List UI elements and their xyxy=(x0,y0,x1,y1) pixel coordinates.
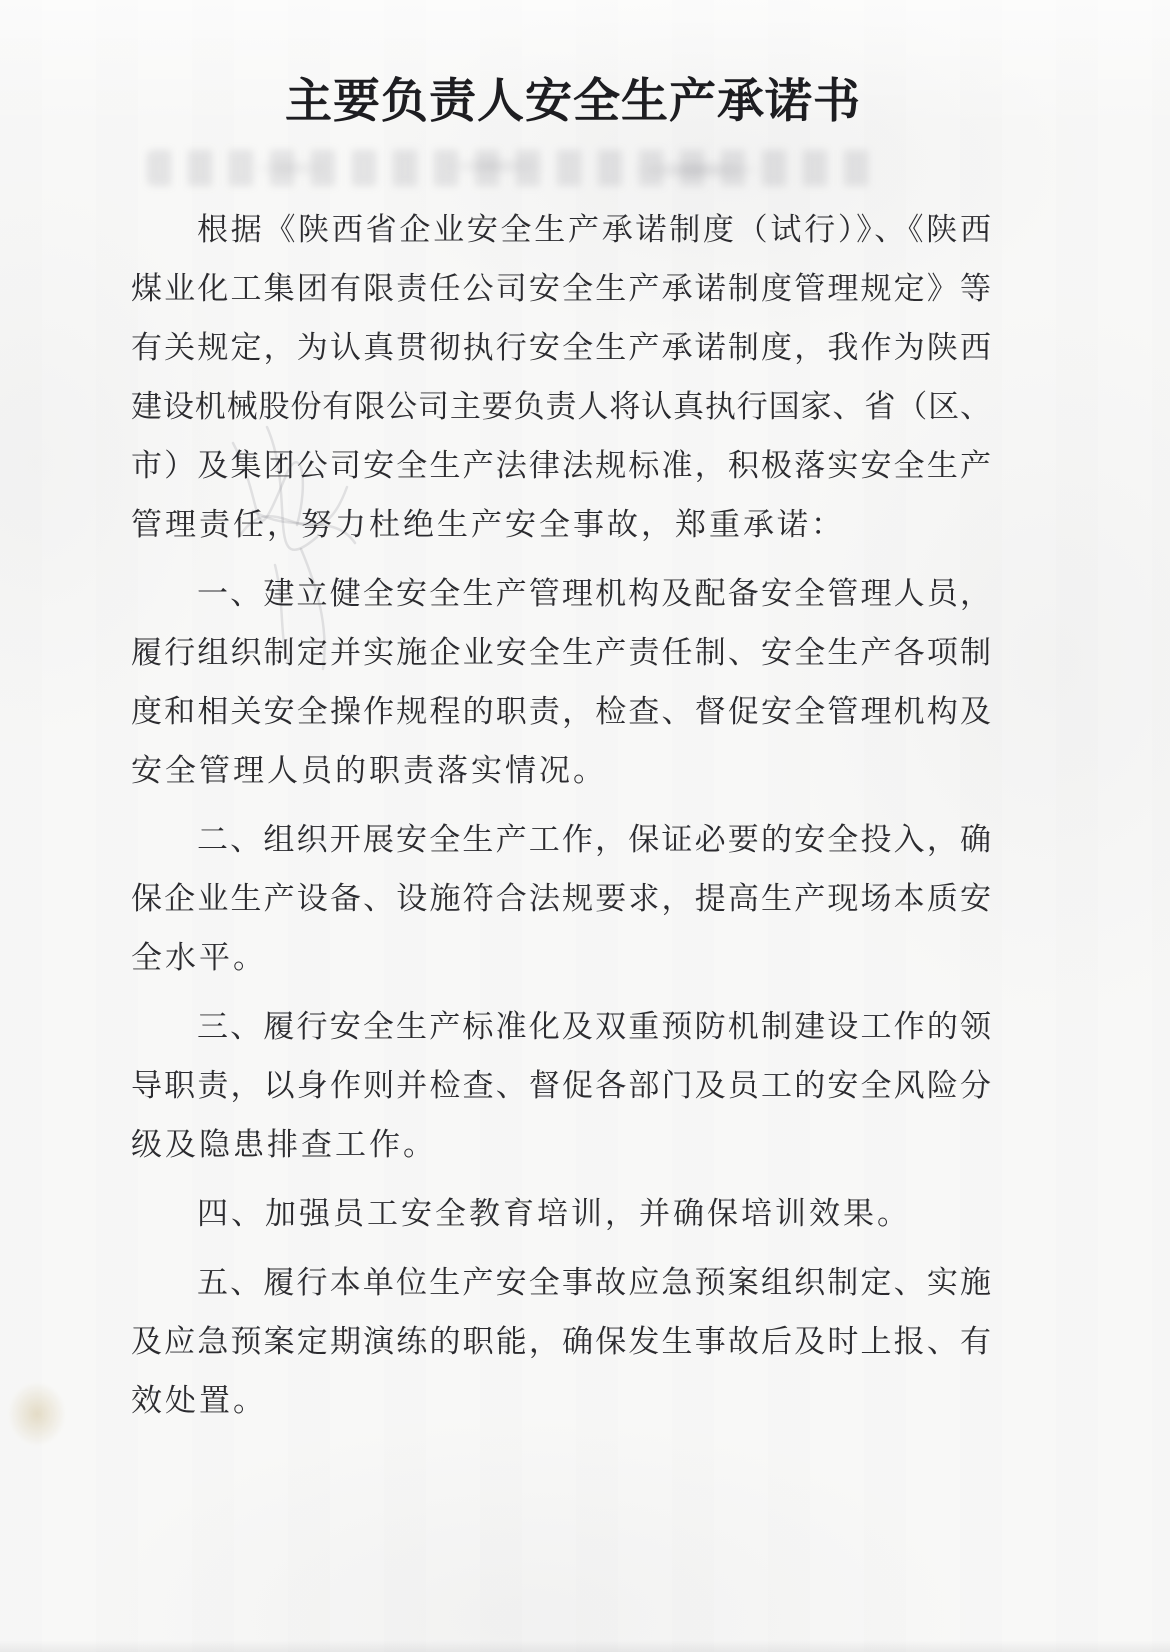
text-line: 履行组织制定并实施企业安全生产责任制、安全生产各项制 xyxy=(131,635,991,670)
text-line: 管理责任，努力杜绝生产安全事故，郑重承诺： xyxy=(131,507,845,542)
bleedthrough-ghost-text xyxy=(147,150,871,186)
paper-stain xyxy=(8,1382,66,1446)
paragraph-item-1 xyxy=(131,564,991,800)
text-line: 有关规定，为认真贯彻执行安全生产承诺制度，我作为陕西 xyxy=(131,330,991,365)
text-line: 级及隐患排查工作。 xyxy=(131,1127,437,1162)
text-line: 建设机械股份有限公司主要负责人将认真执行国家、省（区、 xyxy=(131,389,991,424)
text-line: 及应急预案定期演练的职能，确保发生事故后及时上报、有 xyxy=(131,1324,991,1359)
document-body xyxy=(131,200,991,1430)
text-line: 根据《陕西省企业安全生产承诺制度（试行）》、《陕西 xyxy=(197,212,991,247)
document-title: 主要负责人安全生产承诺书 xyxy=(285,74,861,127)
paragraph-item-4 xyxy=(131,1184,991,1243)
text-line: 市）及集团公司安全生产法律法规标准，积极落实安全生产 xyxy=(131,448,991,483)
text-line: 全水平。 xyxy=(131,940,267,975)
paragraph-item-2 xyxy=(131,810,991,987)
text-line: 煤业化工集团有限责任公司安全生产承诺制度管理规定》等 xyxy=(131,271,991,306)
text-line: 一、建立健全安全生产管理机构及配备安全管理人员， xyxy=(197,576,991,611)
text-line: 四、加强员工安全教育培训，并确保培训效果。 xyxy=(197,1196,911,1231)
text-line: 五、履行本单位生产安全事故应急预案组织制定、实施 xyxy=(197,1265,991,1300)
text-line: 导职责，以身作则并检查、督促各部门及员工的安全风险分 xyxy=(131,1068,991,1103)
text-line: 度和相关安全操作规程的职责，检查、督促安全管理机构及 xyxy=(131,694,991,729)
paragraph-intro xyxy=(131,200,991,554)
text-line: 保企业生产设备、设施符合法规要求，提高生产现场本质安 xyxy=(131,881,991,916)
paragraph-item-3 xyxy=(131,997,991,1174)
text-line: 效处置。 xyxy=(131,1383,267,1418)
paragraph-item-5 xyxy=(131,1253,991,1430)
text-line: 二、组织开展安全生产工作，保证必要的安全投入，确 xyxy=(197,822,991,857)
text-line: 三、履行安全生产标准化及双重预防机制建设工作的领 xyxy=(197,1009,991,1044)
text-line: 安全管理人员的职责落实情况。 xyxy=(131,753,607,788)
